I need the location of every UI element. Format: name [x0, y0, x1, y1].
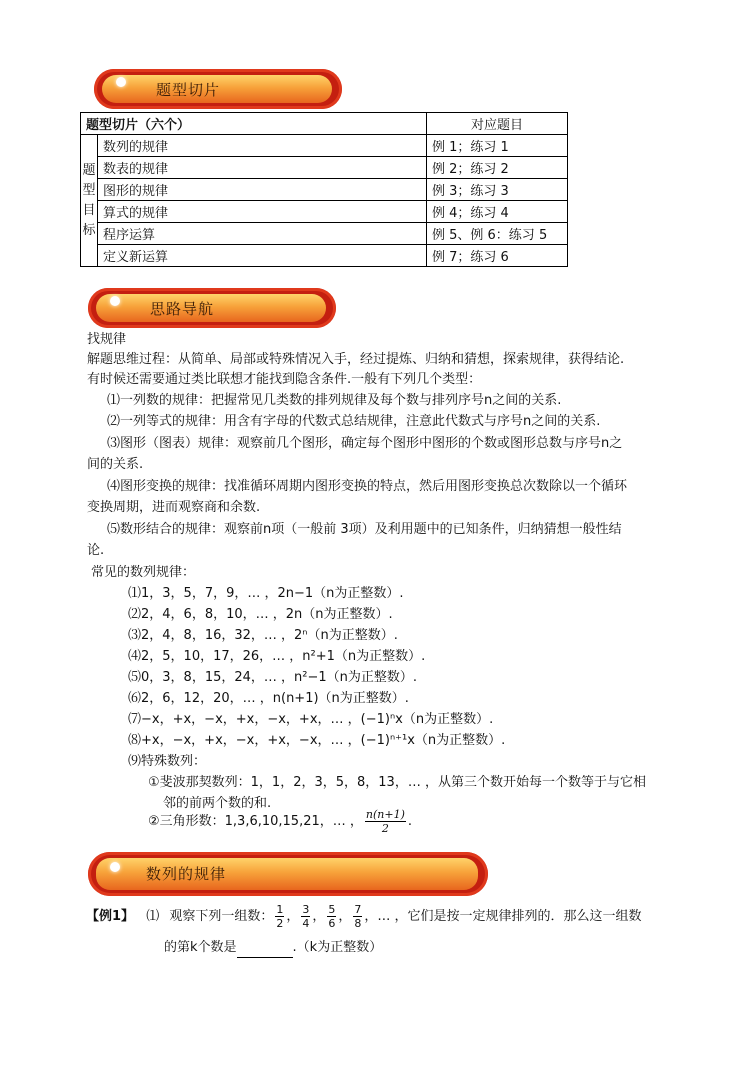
- fraction: $\frac{7}{8}$: [354, 903, 362, 930]
- table-row-name: 算式的规律: [98, 201, 427, 223]
- guide-heading: 找规律: [87, 332, 127, 347]
- type-item: ⑵一列等式的规律：用含有字母的代数式总结规律，注意此代数式与序号n之间的关系.: [107, 414, 601, 429]
- sequence-item: ⑺−x，+x，−x，+x，−x，+x，… ，(−1)ⁿx（n为正整数）.: [128, 712, 494, 727]
- section-banner-2: [88, 288, 336, 328]
- table-row-name: 数表的规律: [98, 157, 427, 179]
- type-item: 间的关系.: [87, 457, 144, 472]
- guide-paragraph: 有时候还需要通过类比联想才能找到隐含条件.一般有下列几个类型：: [87, 372, 482, 387]
- guide-paragraph: 解题思维过程：从简单、局部或特殊情况入手，经过提炼、归纳和猜想，探索规律，获得结论.: [87, 352, 625, 367]
- triangle-numbers: ②三角形数：1,3,6,10,15,21，… ， $\frac{n(n+1)}{2}$ .: [148, 808, 412, 835]
- example-line-1: 【例1】 ⑴ 观察下列一组数： $\frac{1}{2}$ ， $\frac{3}{4}$ ， $\frac{5}{6}$ ， $\frac{7}{8}$ ，… ，它们是按一定规律排列的．那么这一组数: [86, 903, 642, 930]
- table-row-ref: 例 1；练习 1: [427, 135, 568, 157]
- table-row-name: 程序运算: [98, 223, 427, 245]
- section-banner-3: [88, 852, 488, 896]
- table-header-left: 题型切片（六个）: [81, 113, 427, 135]
- type-item: ⑷图形变换的规律：找准循环周期内图形变换的特点，然后用图形变换总次数除以一个循环: [107, 479, 628, 494]
- banner-dot-icon: [110, 862, 120, 872]
- banner-dot-icon: [116, 77, 126, 87]
- section-banner-1: [94, 69, 342, 109]
- fraction: $\frac{3}{4}$: [302, 903, 310, 930]
- table-header-right: 对应题目: [427, 113, 568, 135]
- sequence-item: ⑹2，6，12，20，… ，n(n+1)（n为正整数）.: [128, 691, 409, 706]
- fibonacci-line: ①斐波那契数列：1，1，2，3，5，8，13，… ，从第三个数开始每一个数等于与它相: [148, 775, 646, 790]
- sequence-item: ⑵2，4，6，8，10，… ，2n（n为正整数）.: [128, 607, 393, 622]
- banner-dot-icon: [110, 296, 120, 306]
- sequence-item: ⑶2，4，8，16，32，… ，2ⁿ（n为正整数）.: [128, 628, 398, 643]
- banner-title: 题型切片: [156, 81, 221, 99]
- sequence-item: ⑼特殊数列：: [128, 754, 207, 769]
- banner-title: 数列的规律: [146, 865, 227, 883]
- example-line-2: 的第k个数是 .（k为正整数）: [164, 938, 382, 958]
- type-item: 变换周期，进而观察商和余数.: [87, 500, 261, 515]
- fraction: $\frac{1}{2}$: [276, 903, 284, 930]
- table-row-ref: 例 5、例 6：练习 5: [427, 223, 568, 245]
- table-row-ref: 例 3；练习 3: [427, 179, 568, 201]
- sequence-item: ⑻+x，−x，+x，−x，+x，−x，… ，(−1)ⁿ⁺¹x（n为正整数）.: [128, 733, 506, 748]
- example-label: 【例1】: [86, 909, 135, 924]
- fibonacci-line: 邻的前两个数的和.: [163, 796, 272, 811]
- table-row-ref: 例 2；练习 2: [427, 157, 568, 179]
- topic-table: [80, 112, 568, 267]
- table-row-ref: 例 4；练习 4: [427, 201, 568, 223]
- fraction: $\frac{5}{6}$: [328, 903, 336, 930]
- sequence-item: ⑸0，3，8，15，24，… ，n²−1（n为正整数）.: [128, 670, 418, 685]
- banner-title: 思路导航: [150, 300, 215, 318]
- table-row-name: 数列的规律: [98, 135, 427, 157]
- type-item: ⑴一列数的规律：把握常见几类数的排列规律及每个数与排列序号n之间的关系.: [107, 393, 562, 408]
- type-item: 论.: [87, 543, 105, 558]
- common-heading: 常见的数列规律：: [91, 565, 196, 580]
- vertical-label: 题 型 目 标: [81, 135, 98, 267]
- sequence-item: ⑴1，3，5，7，9，… ，2n−1（n为正整数）.: [128, 586, 404, 601]
- sequence-item: ⑷2，5，10，17，26，… ，n²+1（n为正整数）.: [128, 649, 426, 664]
- answer-blank[interactable]: [237, 943, 293, 958]
- type-item: ⑶图形（图表）规律：观察前几个图形，确定每个图形中图形的个数或图形总数与序号n之: [107, 436, 623, 451]
- table-row-name: 图形的规律: [98, 179, 427, 201]
- table-row-ref: 例 7；练习 6: [427, 245, 568, 267]
- table-row-name: 定义新运算: [98, 245, 427, 267]
- fraction: $\frac{n(n+1)}{2}$: [365, 808, 405, 835]
- type-item: ⑸数形结合的规律：观察前n项（一般前 3项）及利用题中的已知条件，归纳猜想一般性结: [107, 522, 622, 537]
